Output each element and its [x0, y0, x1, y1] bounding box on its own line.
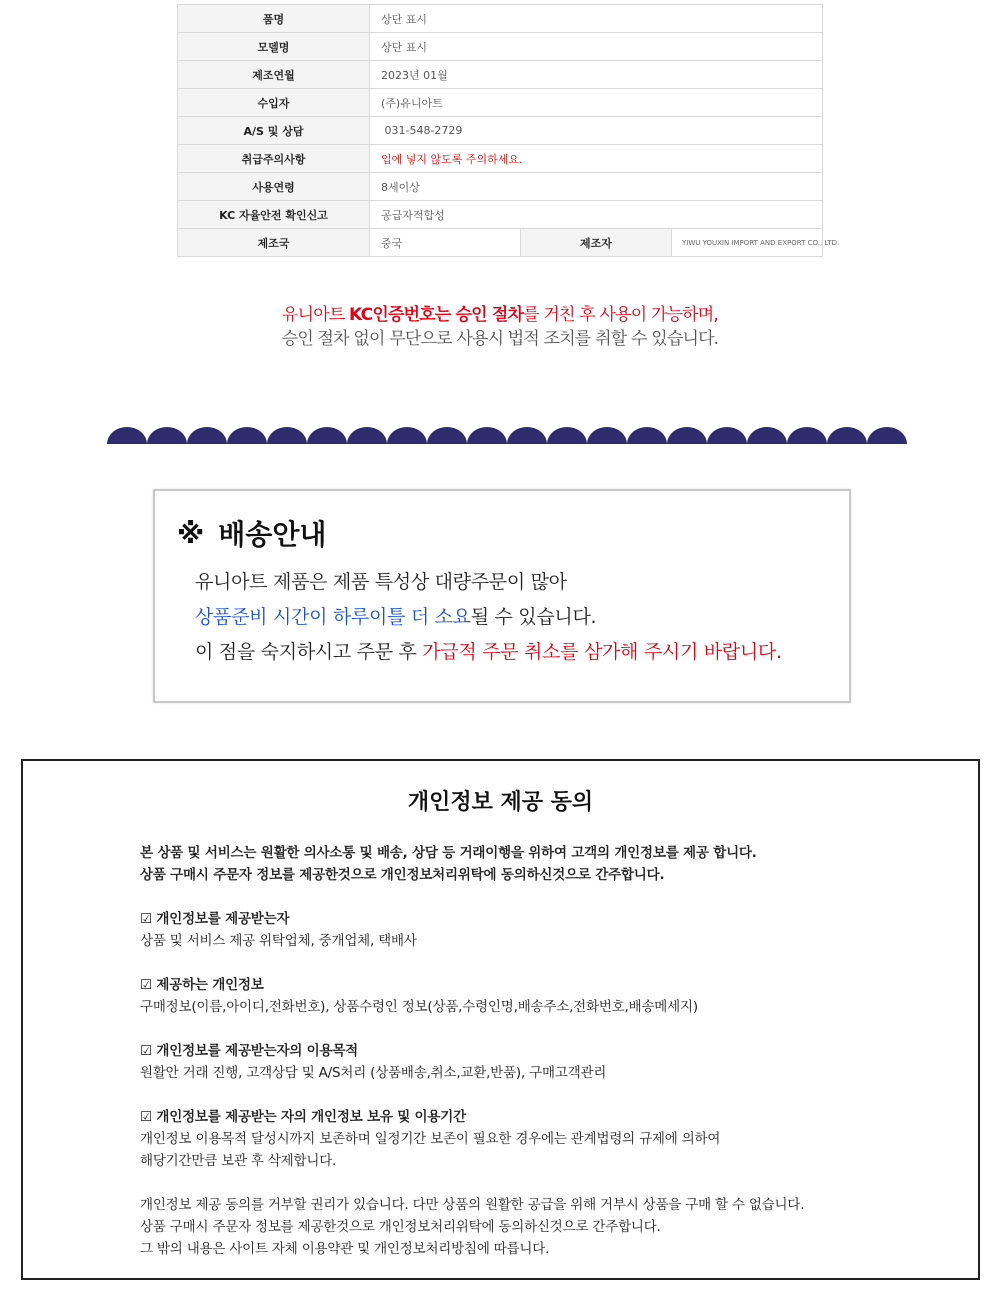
row-label: 사용연령	[178, 173, 370, 201]
privacy-outro-3: 그 밖의 내용은 사이트 자체 이용약관 및 개인정보처리방침에 따릅니다.	[140, 1241, 550, 1257]
row-label: 제조연월	[178, 61, 370, 89]
table-row	[178, 33, 823, 61]
scallop-shape	[187, 427, 227, 444]
shipping-line-1: 유니아트 제품은 제품 특성상 대량주문이 많아	[195, 571, 567, 593]
privacy-outro-2: 상품 구매시 주문자 정보를 제공한것으로 개인정보처리위탁에 동의하신것으로 간주합니다.	[140, 1219, 661, 1235]
kc-notice-suffix: 를 거친 후 사용이 가능하며,	[523, 305, 719, 325]
kc-notice-line2: 승인 절차 없이 무단으로 사용시 법적 조치를 취할 수 있습니다.	[281, 329, 719, 349]
section-head-text: 개인정보를 제공받는 자의 개인정보 보유 및 이용기간	[156, 1109, 466, 1125]
reference-mark-icon: ※	[177, 516, 205, 550]
scallop-shape	[707, 427, 747, 444]
scallop-shape	[827, 427, 867, 444]
table-row	[178, 145, 823, 173]
row-label: 취급주의사항	[178, 145, 370, 173]
privacy-intro-2: 상품 구매시 주문자 정보를 제공한것으로 개인정보처리위탁에 동의하신것으로 간주합니다.	[140, 867, 665, 883]
shipping-line-3-text: 이 점을 숙지하시고 주문 후	[195, 641, 423, 663]
scallop-shape	[147, 427, 187, 444]
table-row	[178, 229, 823, 257]
checkbox-icon: ☑	[140, 1043, 152, 1059]
privacy-section-retention-body-1: 개인정보 이용목적 달성시까지 보존하며 일정기간 보존이 필요한 경우에는 관계법령의 규제에 의하여	[140, 1131, 721, 1147]
table-row	[178, 173, 823, 201]
table-row	[178, 61, 823, 89]
row-label: 제조국	[178, 229, 370, 257]
row-value: 상단 표시	[370, 33, 823, 61]
checkbox-icon: ☑	[140, 1109, 152, 1125]
shipping-title-text: 배송안내	[218, 518, 327, 551]
row-value: 공급자적합성	[370, 201, 823, 229]
table-row	[178, 201, 823, 229]
shipping-line-2	[195, 602, 596, 629]
scallop-shape	[667, 427, 707, 444]
table-row	[178, 89, 823, 117]
shipping-line-3	[195, 637, 782, 664]
row-value: 8세이상	[370, 173, 823, 201]
row-label: 제조자	[521, 229, 672, 257]
scallop-shape	[267, 427, 307, 444]
scallop-shape	[307, 427, 347, 444]
scallop-shape	[427, 427, 467, 444]
shipping-line-2-rest: 될 수 있습니다.	[470, 606, 597, 628]
privacy-section-recipient-head	[140, 907, 289, 927]
privacy-section-items-body: 구매정보(이름,아이디,전화번호), 상품수령인 정보(상품,수령인명,배송주소,전화번호,배송메세지)	[140, 999, 698, 1015]
scallop-divider	[107, 422, 907, 444]
scallop-shape	[627, 427, 667, 444]
row-value: 2023년 01월	[370, 61, 823, 89]
privacy-outro-1: 개인정보 제공 동의를 거부할 권리가 있습니다. 다만 상품의 원활한 공급을 위해 거부시 상품을 구매 할 수 없습니다.	[140, 1197, 805, 1213]
row-value: 입에 넣지 않도록 주의하세요.	[370, 145, 823, 173]
shipping-title	[177, 513, 326, 553]
kc-notice-prefix: 유니아트	[281, 305, 350, 325]
privacy-section-retention-head	[140, 1105, 466, 1125]
row-label: KC 자율안전 확인신고	[178, 201, 370, 229]
section-head-text: 개인정보를 제공받는자의 이용목적	[156, 1043, 359, 1059]
scallop-shape	[227, 427, 267, 444]
scallop-shape	[867, 427, 907, 444]
privacy-section-purpose-head	[140, 1039, 358, 1059]
row-label: 모델명	[178, 33, 370, 61]
scallop-shape	[507, 427, 547, 444]
privacy-consent-box	[21, 759, 980, 1280]
privacy-section-purpose-body: 원활안 거래 진행, 고객상담 및 A/S처리 (상품배송,취소,교환,반품), 구매고객관리	[140, 1065, 607, 1081]
row-value: 중국	[370, 229, 521, 257]
row-value: 031-548-2729	[370, 117, 823, 145]
privacy-title: 개인정보 제공 동의	[407, 790, 594, 815]
kc-notice-line1	[0, 300, 1000, 325]
row-label: 수입자	[178, 89, 370, 117]
row-label: 품명	[178, 5, 370, 33]
table-row	[178, 5, 823, 33]
row-value: YIWU YOUXIN IMPORT AND EXPORT CO., LTD.	[672, 229, 823, 257]
privacy-section-items-head	[140, 973, 264, 993]
scallop-shape	[587, 427, 627, 444]
table-row	[178, 117, 823, 145]
privacy-intro-1: 본 상품 및 서비스는 원활한 의사소통 및 배송, 상담 등 거래이행을 위하여 고객의 개인정보를 제공 합니다.	[140, 845, 757, 861]
section-head-text: 제공하는 개인정보	[156, 977, 264, 993]
product-info-table	[177, 4, 840, 257]
shipping-line-3-highlight: 가급적 주문 취소를 삼가해 주시기 바랍니다.	[422, 641, 782, 663]
row-value: 상단 표시	[370, 5, 823, 33]
scallop-shape	[387, 427, 427, 444]
shipping-line-2-highlight: 상품준비 시간이 하루이틀 더 소요	[195, 606, 471, 628]
scallop-shape	[467, 427, 507, 444]
scallop-shape	[547, 427, 587, 444]
privacy-section-recipient-body: 상품 및 서비스 제공 위탁업체, 중개업체, 택배사	[140, 933, 417, 949]
scallop-shape	[787, 427, 827, 444]
row-value: (주)유니아트	[370, 89, 823, 117]
shipping-notice-box	[153, 489, 851, 703]
section-head-text: 개인정보를 제공받는자	[156, 911, 290, 927]
privacy-section-retention-body-2: 해당기간만큼 보관 후 삭제합니다.	[140, 1153, 337, 1169]
kc-notice-highlight: KC인증번호는 승인 절차	[349, 305, 524, 325]
checkbox-icon: ☑	[140, 911, 152, 927]
scallop-shape	[347, 427, 387, 444]
scallop-shape	[107, 427, 147, 444]
row-label: A/S 및 상담	[178, 117, 370, 145]
checkbox-icon: ☑	[140, 977, 152, 993]
scallop-shape	[747, 427, 787, 444]
